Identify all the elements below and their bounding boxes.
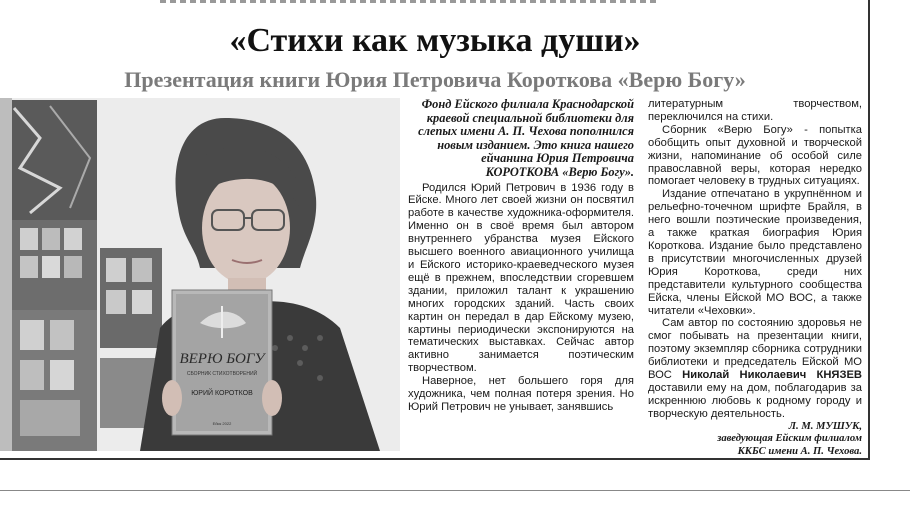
- signature-name: Л. М. МУШУК,: [788, 420, 862, 432]
- article-photo: [0, 98, 400, 451]
- photo-illustration: [0, 98, 400, 451]
- article-paragraph: литературным творчеством, переключился на стихи.: [648, 98, 862, 123]
- article-column-2: [648, 98, 862, 458]
- signature-role: заведующая Ейским филиалом: [717, 433, 862, 445]
- article-lead: Фонд Ейского филиала Краснодарской краевой специальной библиотеки для слепых имени А. П. Чехова пополнился новым изданием. Это книга нашего ейчанина Юрия Петровича КОРОТКОВА «Верю Богу».: [418, 97, 634, 179]
- book-footer: Ейск 2022: [212, 421, 232, 426]
- article-paragraph: Наверное, нет большего горя для художника, чем полная потеря зрения. Но Юрий Петрович не унывает, занявшись: [408, 375, 634, 413]
- article-paragraph: Родился Юрий Петрович в 1936 году в Ейске. Много лет своей жизни он посвятил работе в качестве художника-оформителя. Именно он в своё время был автором внутреннего убранства музея Ейского высшего военного авиационного училища и Ейского историко-краеведческого музея ещё в прежнем, впоследствии сгоревшем здании, приложил талант к украшению многих городских зданий. Часть своих картин он передал в дар Ейскому музею, картины периодически экспонируются на тематических выставках. Сейчас автор активно занимается поэтическим творчеством.: [408, 181, 634, 375]
- page-divider: [0, 490, 910, 491]
- signature-org: ККБС имени А. П. Чехова.: [737, 445, 862, 457]
- book-author: ЮРИЙ КОРОТКОВ: [191, 390, 253, 397]
- top-cut-text-strip: [160, 0, 660, 3]
- article-paragraph: [648, 317, 862, 420]
- article-title: «Стихи как музыка души»: [229, 22, 641, 59]
- paragraph-text: Сам автор по состоянию здоровья не смог побывать на презентации книги, поэтому экземпляр сборника сотрудники библиотеки и председатель Ейской МО ВОС: [648, 317, 862, 382]
- article-subtitle: Презентация книги Юрия Петровича Короткова «Верю Богу»: [124, 67, 746, 92]
- book-subtitle: СБОРНИК СТИХОТВОРЕНИЙ: [186, 371, 258, 377]
- article-paragraph: Издание отпечатано в укрупнённом и рельефно-точечном шрифте Брайля, в него вошли поэтические произведения, а также краткая биография Юрия Короткова. Издание было представлено в присутствии многочисленных друзей Юрия Короткова, среди них представители культурного сообщества Ейска, члены Ейской МО ВОС, а также читатели «Чеховки».: [648, 188, 862, 317]
- article-column-1: [408, 98, 634, 414]
- person-name: Николай Николаевич КНЯЗЕВ: [682, 369, 862, 382]
- article-paragraph: Сборник «Верю Богу» - попытка обобщить опыт духовной и творческой жизни, напоминание об особой силе православной веры, которая нередко помогает человеку в трудных ситуациях.: [648, 123, 862, 188]
- book-title: ВЕРЮ БОГУ: [179, 351, 265, 367]
- paragraph-text: доставили ему на дом, поблагодарив за искреннюю любовь к родному городу и творческую деятельность.: [648, 381, 862, 420]
